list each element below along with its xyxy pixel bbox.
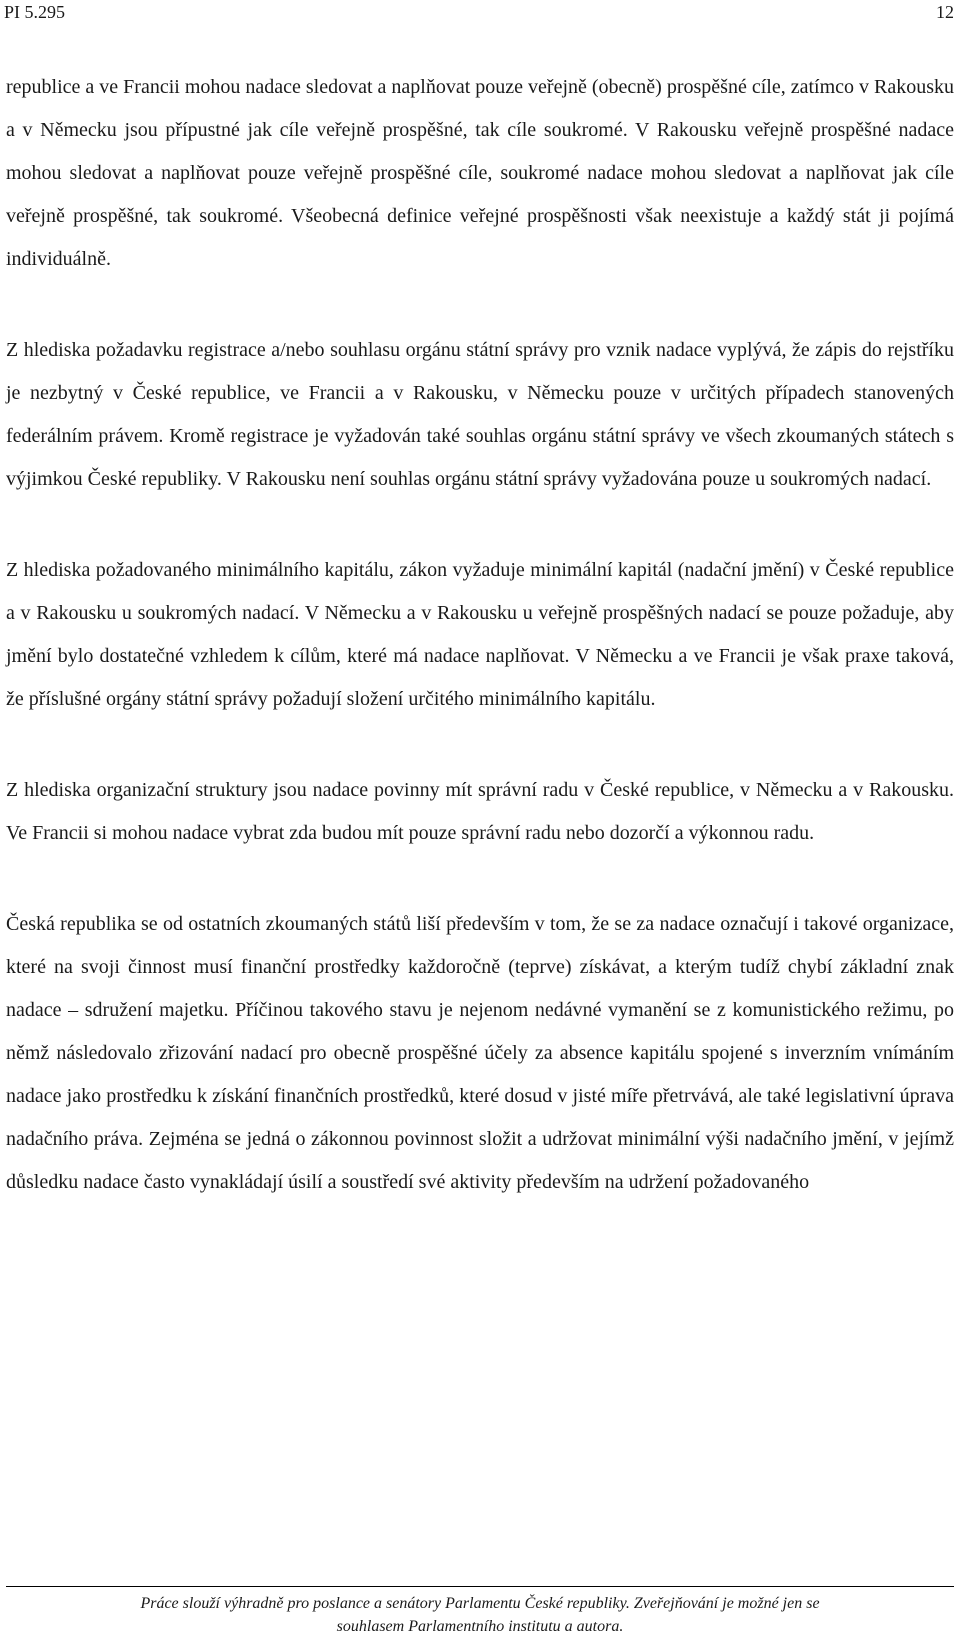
paragraph-3: Z hlediska požadovaného minimálního kapitálu, zákon vyžaduje minimální kapitál (nadační jmění) v České republice a v Rakousku u soukromých nadací. V Německu a v Rakousku u veřejně prospěšných nadací se pouze požaduje, aby jmění bylo dostatečné vzhledem k cílům, které má nadace naplňovat. V Německu a ve Francii je však praxe taková, že příslušné orgány státní správy požadují složení určitého minimálního kapitálu. bbox=[6, 559, 954, 710]
footer-line-2: souhlasem Parlamentního institutu a autora. bbox=[336, 1618, 624, 1635]
footer-line-1: Práce slouží výhradně pro poslance a senátory Parlamentu České republiky. Zveřejňování je možné jen se bbox=[140, 1595, 820, 1612]
page-header bbox=[0, 0, 960, 30]
paragraph-2: Z hlediska požadavku registrace a/nebo souhlasu orgánu státní správy pro vznik nadace vyplývá, že zápis do rejstříku je nezbytný v České republice, ve Francii a v Rakousku, v Německu pouze v určitých případech stanovených federálním právem. Kromě registrace je vyžadován také souhlas orgánu státní správy ve všech zkoumaných státech s výjimkou České republiky. V Rakousku není souhlas orgánu státní správy vyžadována pouze u soukromých nadací. bbox=[6, 339, 954, 490]
footer-note bbox=[6, 1592, 954, 1638]
page-number: 12 bbox=[936, 2, 954, 22]
paragraph-5: Česká republika se od ostatních zkoumaných států liší především v tom, že se za nadace označují i takové organizace, které na svoji činnost musí finanční prostředky každoročně (teprve) získávat, a kterým tudíž chybí základní znak nadace – sdružení majetku. Příčinou takového stavu je nejenom nedávné vymanění se z komunistického režimu, po němž následovalo zřizování nadací pro obecně prospěšné účely za absence kapitálu spojené s inverzním vnímáním nadace jako prostředku k získání finančních prostředků, které dosud v jisté míře přetrvává, ale také legislativní úprava nadačního práva. Zejména se jedná o zákonnou povinnost složit a udržovat minimální výši nadačního jmění, v jejímž důsledku nadace často vynakládají úsilí a soustředí své aktivity především na udržení požadovaného bbox=[6, 913, 954, 1193]
paragraph-1: republice a ve Francii mohou nadace sledovat a naplňovat pouze veřejně (obecně) prospěšné cíle, zatímco v Rakousku a v Německu jsou přípustné jak cíle veřejně prospěšné, tak cíle soukromé. V Rakousku veřejně prospěšné nadace mohou sledovat a naplňovat pouze veřejně prospěšné cíle, soukromé nadace mohou sledovat a naplňovat jak cíle veřejně prospěšné, tak soukromé. Všeobecná definice veřejné prospěšnosti však neexistuje a každý stát ji pojímá individuálně. bbox=[6, 76, 954, 270]
paragraph-4: Z hlediska organizační struktury jsou nadace povinny mít správní radu v České republice, v Německu a v Rakousku. Ve Francii si mohou nadace vybrat zda budou mít pouze správní radu nebo dozorčí a výkonnou radu. bbox=[6, 779, 954, 844]
document-id: PI 5.295 bbox=[4, 2, 66, 22]
footer-divider bbox=[6, 1586, 954, 1587]
document-body bbox=[6, 66, 954, 1252]
